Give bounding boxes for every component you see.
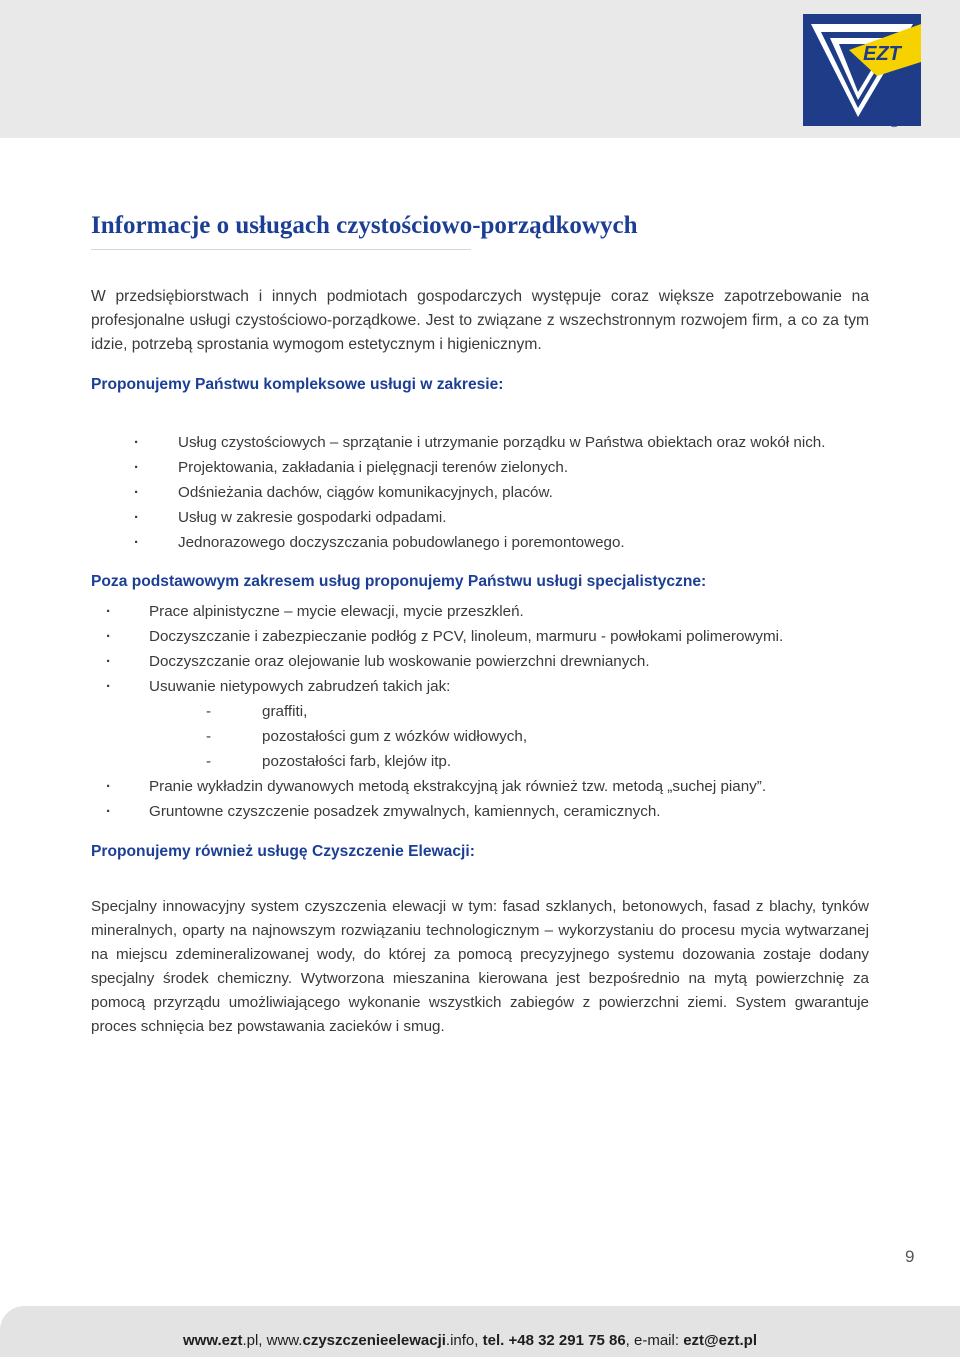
- list-item: · Projektowania, zakładania i pielęgnacji terenów zielonych.: [134, 455, 825, 480]
- list-item: · Prace alpinistyczne – mycie elewacji, mycie przeszkleń.: [106, 599, 783, 624]
- sub-list-item: - graffiti,: [106, 699, 783, 724]
- sub-list-item: - pozostałości gum z wózków widłowych,: [106, 724, 783, 749]
- facade-cleaning-paragraph: Specjalny innowacyjny system czyszczenia elewacji w tym: fasad szklanych, betonowych, fasad z blachy, tynków mineralnych, oparty na najnowszym rozwiązaniu technologicznym – wykorzystaniu do procesu mycia wytwarzanej na miejscu zdemineralizowanej wody, do której za pomocą precyzyjnego systemu dozowania zostaje dodany specjalny środek chemiczny. Wytworzona mieszanina kierowana jest bezpośrednio na mytą powierzchnię za pomocą przyrządu umożliwiającego wykonanie wszystkich zabiegów z powierzchni ziemi. System gwarantuje proces schnięcia bez powstawania zacieków i smug.: [91, 898, 869, 1035]
- title-underline: [91, 249, 471, 250]
- bullet-icon: ·: [106, 803, 112, 820]
- page-number: 9: [905, 1247, 915, 1266]
- phone-number: +48 32 291 75 86: [504, 1332, 626, 1349]
- services-list: [134, 430, 825, 555]
- bullet-icon: ·: [134, 509, 140, 526]
- list-item: · Doczyszczanie oraz olejowanie lub woskowanie powierzchni drewnianych.: [106, 649, 783, 674]
- list-item: · Usuwanie nietypowych zabrudzeń takich jak:: [106, 674, 783, 699]
- bullet-icon: ·: [134, 484, 140, 501]
- bullet-icon: ·: [106, 678, 112, 695]
- list-item: · Doczyszczanie i zabezpieczanie podłóg z PCV, linoleum, marmuru - powłokami polimerowymi.: [106, 624, 783, 649]
- bullet-icon: ·: [106, 653, 112, 670]
- dash-marker: -: [206, 703, 212, 720]
- list-item: · Gruntowne czyszczenie posadzek zmywalnych, kamiennych, ceramicznych.: [106, 799, 783, 824]
- footer-contact: www.ezt.pl, www.czyszczenieelewacji.info, tel. +48 32 291 75 86, e-mail: ezt@ezt.pl: [183, 1332, 757, 1349]
- list-item: · Odśnieżania dachów, ciągów komunikacyjnych, placów.: [134, 480, 825, 505]
- section-heading-services: Proponujemy Państwu kompleksowe usługi w zakresie:: [91, 376, 504, 393]
- bullet-icon: ·: [106, 603, 112, 620]
- sub-list-item: - pozostałości farb, klejów itp.: [106, 749, 783, 774]
- section-heading-specialist: Poza podstawowym zakresem usług proponujemy Państwu usługi specjalistyczne:: [91, 573, 707, 590]
- specialist-services-list: [106, 599, 783, 824]
- ezt-logo: [803, 14, 921, 132]
- logo-text: EZT: [863, 43, 901, 65]
- bullet-icon: ·: [134, 534, 140, 551]
- dash-marker: -: [206, 728, 212, 745]
- bullet-icon: ·: [106, 628, 112, 645]
- list-item: · Usług w zakresie gospodarki odpadami.: [134, 505, 825, 530]
- list-item: · Jednorazowego doczyszczania pobudowlanego i poremontowego.: [134, 530, 825, 555]
- website-link-facade[interactable]: czyszczenieelewacji: [302, 1332, 446, 1349]
- list-item: · Pranie wykładzin dywanowych metodą ekstrakcyjną jak również tzw. metodą „suchej piany”.: [106, 774, 783, 799]
- phone-label: tel.: [482, 1332, 505, 1349]
- dash-marker: -: [206, 753, 212, 770]
- registered-mark: ®: [889, 114, 900, 130]
- page-title: Informacje o usługach czystościowo-porządkowych: [91, 212, 638, 239]
- bullet-icon: ·: [134, 434, 140, 451]
- bullet-icon: ·: [106, 778, 112, 795]
- intro-paragraph: W przedsiębiorstwach i innych podmiotach gospodarczych występuje coraz większe zapotrzebowanie na profesjonalne usługi czystościowo-porządkowe. Jest to związane z wszechstronnym rozwojem firm, a co za tym idzie, potrzebą sprostania wymogom estetycznym i higienicznym.: [91, 288, 869, 353]
- list-item: · Usług czystościowych – sprzątanie i utrzymanie porządku w Państwa obiektach oraz wokół nich.: [134, 430, 825, 455]
- section-heading-facade: Proponujemy również usługę Czyszczenie Elewacji:: [91, 843, 475, 860]
- bullet-icon: ·: [134, 459, 140, 476]
- website-link[interactable]: www.ezt: [183, 1332, 243, 1349]
- email-link[interactable]: ezt@ezt.pl: [683, 1332, 757, 1349]
